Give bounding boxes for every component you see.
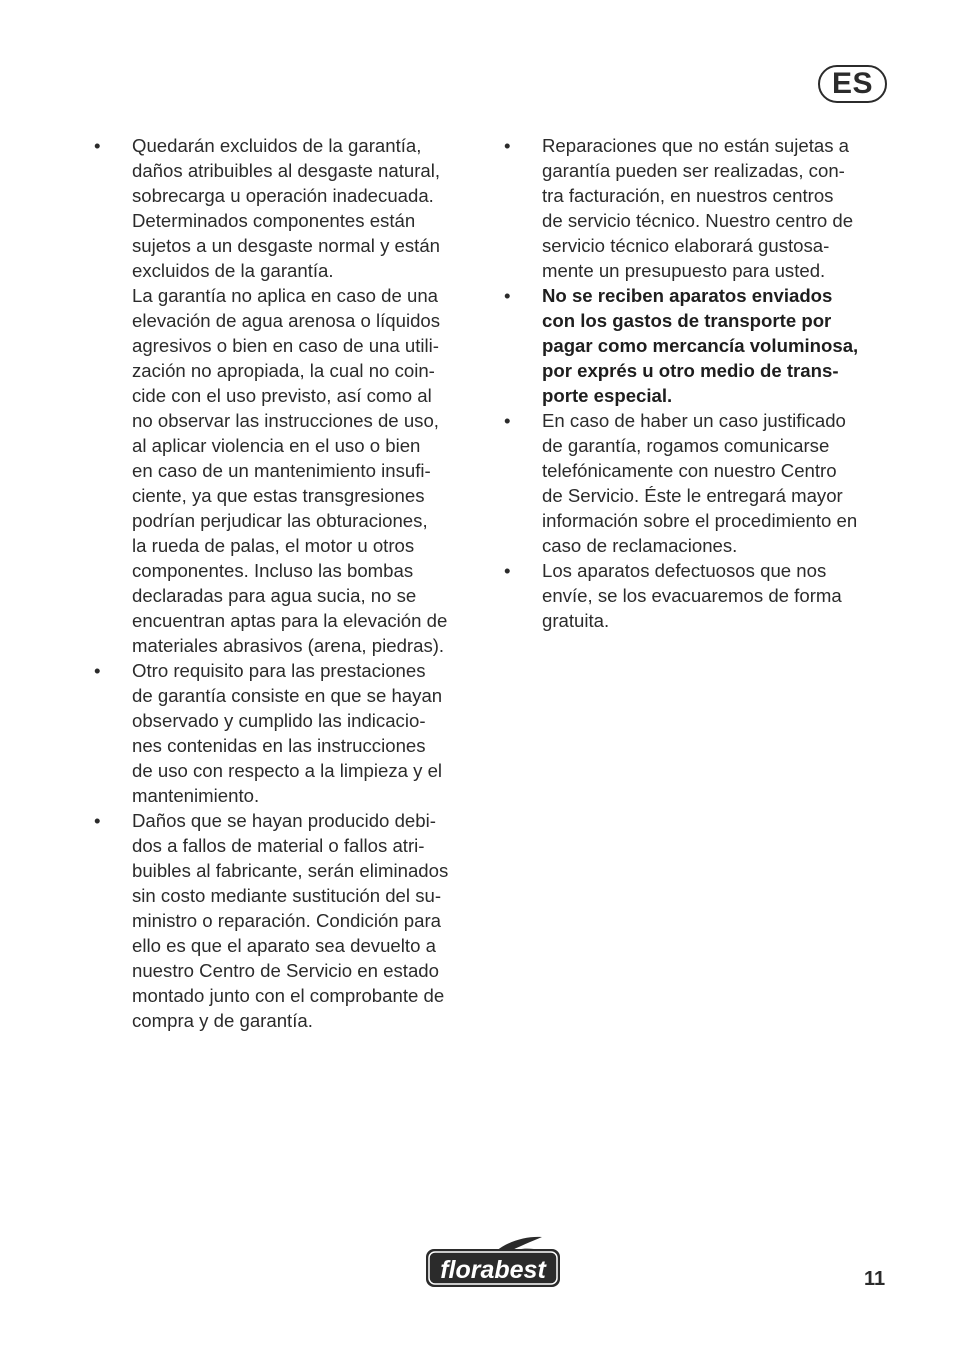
text-line: montado junto con el comprobante de (132, 985, 445, 1006)
text-line: materiales abrasivos (arena, piedras). (132, 635, 445, 656)
text-line: buibles al fabricante, serán eliminados (132, 860, 449, 881)
florabest-logo (424, 1234, 562, 1290)
bullet-marker: • (94, 810, 101, 831)
text-line: daños atribuibles al desgaste natural, (132, 160, 441, 181)
list-item (92, 133, 487, 658)
list-item (502, 408, 897, 558)
text-line: no observar las instrucciones de uso, (132, 410, 439, 431)
text-line: dos a fallos de material o fallos atri- (132, 835, 425, 856)
text-line: de uso con respecto a la limpieza y el (132, 760, 443, 781)
text-line: compra y de garantía. (132, 1010, 313, 1031)
text-line: tra facturación, en nuestros centros (542, 185, 834, 206)
text-line: La garantía no aplica en caso de una (132, 285, 438, 306)
text-line: en caso de un mantenimiento insufi- (132, 460, 431, 481)
text-line: porte especial. (542, 385, 673, 406)
list-item (92, 808, 487, 1033)
left-column (92, 133, 487, 1033)
text-line: cide con el uso previsto, así como al (132, 385, 432, 406)
text-line: Reparaciones que no están sujetas a (542, 135, 850, 156)
bullet-marker: • (504, 560, 511, 581)
list-item (92, 658, 487, 808)
list-item-bold (502, 283, 897, 408)
text-line: Quedarán excluidos de la garantía, (132, 135, 422, 156)
text-line: la rueda de palas, el motor u otros (132, 535, 415, 556)
text-line: información sobre el procedimiento en (542, 510, 858, 531)
text-line: mantenimiento. (132, 785, 260, 806)
text-line: de Servicio. Éste le entregará mayor (542, 485, 843, 506)
text-line: de garantía, rogamos comunicarse (542, 435, 830, 456)
list-item (502, 133, 897, 283)
text-line: caso de reclamaciones. (542, 535, 738, 556)
text-line: por exprés u otro medio de trans- (542, 360, 839, 381)
bullet-marker: • (504, 410, 511, 431)
bullet-marker: • (94, 660, 101, 681)
text-line: Daños que se hayan producido debi- (132, 810, 436, 831)
text-line: elevación de agua arenosa o líquidos (132, 310, 441, 331)
page-number: 11 (864, 1268, 886, 1290)
text-line: envíe, se los evacuaremos de forma (542, 585, 842, 606)
text-line: nes contenidas en las instrucciones (132, 735, 426, 756)
text-line: servicio técnico elaborará gustosa- (542, 235, 830, 256)
text-line: zación no apropiada, la cual no coin- (132, 360, 435, 381)
text-line: de garantía consiste en que se hayan (132, 685, 443, 706)
text-line: declaradas para agua sucia, no se (132, 585, 417, 606)
text-line: telefónicamente con nuestro Centro (542, 460, 837, 481)
bullet-marker: • (504, 135, 511, 156)
logo-text: florabest (440, 1256, 546, 1284)
text-line: Los aparatos defectuosos que nos (542, 560, 827, 581)
text-line: excluidos de la garantía. (132, 260, 334, 281)
bullet-marker: • (504, 285, 511, 306)
text-line: podrían perjudicar las obturaciones, (132, 510, 428, 531)
text-line: ministro o reparación. Condición para (132, 910, 442, 931)
text-line: mente un presupuesto para usted. (542, 260, 826, 281)
list-item (502, 558, 897, 633)
text-line: encuentran aptas para la elevación de (132, 610, 448, 631)
text-line: sujetos a un desgaste normal y están (132, 235, 441, 256)
text-line: pagar como mercancía voluminosa, (542, 335, 859, 356)
text-line: Otro requisito para las prestaciones (132, 660, 426, 681)
right-column (502, 133, 897, 633)
bullet-marker: • (94, 135, 101, 156)
text-line: agresivos o bien en caso de una utili- (132, 335, 439, 356)
text-line: observado y cumplido las indicacio- (132, 710, 426, 731)
text-line: En caso de haber un caso justificado (542, 410, 846, 431)
text-line: sin costo mediante sustitución del su- (132, 885, 442, 906)
text-line: ciente, ya que estas transgresiones (132, 485, 425, 506)
text-line: gratuita. (542, 610, 610, 631)
text-line: Determinados componentes están (132, 210, 416, 231)
text-line: sobrecarga u operación inadecuada. (132, 185, 434, 206)
text-line: ello es que el aparato sea devuelto a (132, 935, 436, 956)
text-line: componentes. Incluso las bombas (132, 560, 414, 581)
text-line: de servicio técnico. Nuestro centro de (542, 210, 854, 231)
text-line: nuestro Centro de Servicio en estado (132, 960, 439, 981)
text-line: No se reciben aparatos enviados (542, 285, 833, 306)
florabest-logo-icon (424, 1234, 562, 1290)
language-badge: ES (818, 65, 887, 103)
text-line: al aplicar violencia en el uso o bien (132, 435, 421, 456)
text-line: garantía pueden ser realizadas, con- (542, 160, 845, 181)
text-line: con los gastos de transporte por (542, 310, 832, 331)
